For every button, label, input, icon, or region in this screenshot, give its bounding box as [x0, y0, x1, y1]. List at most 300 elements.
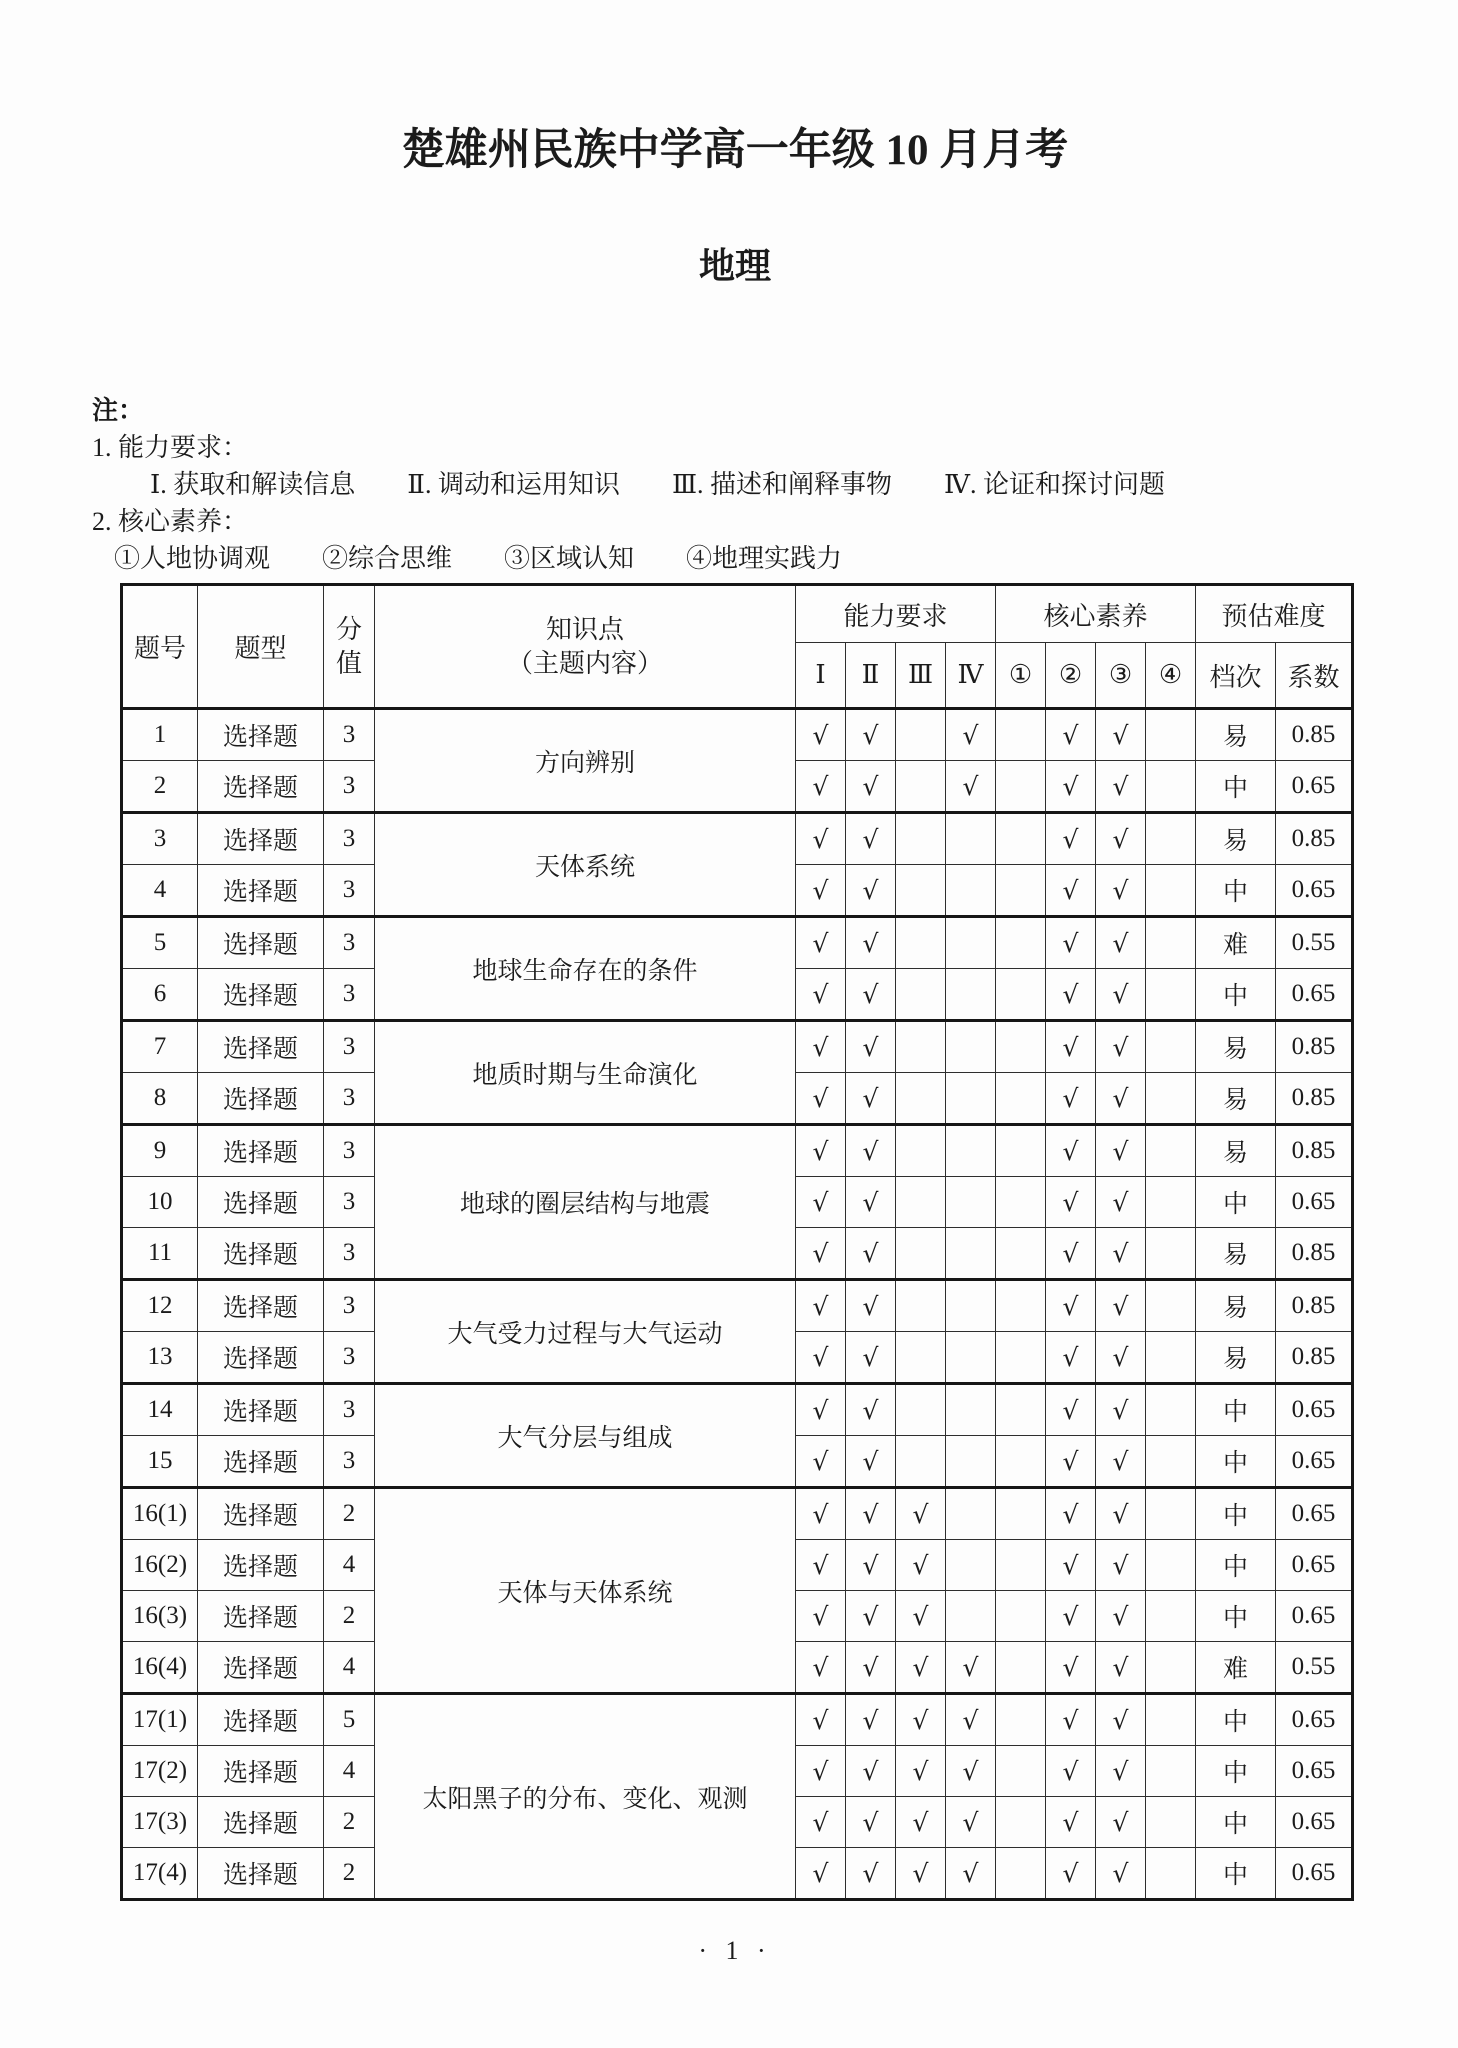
cell-ability-check-3: [896, 969, 946, 1021]
cell-difficulty-level: 易: [1196, 1332, 1276, 1384]
cell-ability-check-3: √: [896, 1540, 946, 1591]
cell-difficulty-level: 难: [1196, 917, 1276, 969]
cell-difficulty-level: 中: [1196, 969, 1276, 1021]
cell-literacy-check-3: √: [1096, 1280, 1146, 1332]
cell-ability-check-1: √: [796, 1694, 846, 1746]
cell-ability-check-2: √: [846, 917, 896, 969]
cell-question-number: 16(1): [122, 1488, 198, 1540]
cell-literacy-check-4: [1146, 1540, 1196, 1591]
cell-literacy-check-3: √: [1096, 1384, 1146, 1436]
cell-ability-check-3: [896, 813, 946, 865]
cell-ability-check-2: √: [846, 1280, 896, 1332]
cell-literacy-check-4: [1146, 1642, 1196, 1694]
cell-difficulty-level: 中: [1196, 1540, 1276, 1591]
cell-difficulty-level: 中: [1196, 761, 1276, 813]
cell-score: 3: [324, 1384, 375, 1436]
cell-score: 3: [324, 1332, 375, 1384]
cell-ability-check-2: √: [846, 1694, 896, 1746]
cell-literacy-check-2: √: [1046, 1125, 1096, 1177]
cell-difficulty-coefficient: 0.65: [1276, 969, 1353, 1021]
cell-literacy-check-2: √: [1046, 1591, 1096, 1642]
cell-question-type: 选择题: [198, 1797, 324, 1848]
header-ability-1: Ⅰ: [796, 643, 846, 709]
cell-question-type: 选择题: [198, 709, 324, 761]
cell-literacy-check-1: [996, 1694, 1046, 1746]
cell-ability-check-3: [896, 709, 946, 761]
cell-difficulty-level: 中: [1196, 1436, 1276, 1488]
cell-literacy-check-3: √: [1096, 813, 1146, 865]
header-knowledge-point: [375, 585, 796, 709]
cell-ability-check-3: [896, 1021, 946, 1073]
cell-ability-check-3: [896, 1228, 946, 1280]
cell-ability-check-2: √: [846, 761, 896, 813]
header-literacy-2: ②: [1046, 643, 1096, 709]
table-row: [122, 1694, 1353, 1746]
cell-literacy-check-2: √: [1046, 1280, 1096, 1332]
cell-literacy-check-1: [996, 969, 1046, 1021]
cell-ability-check-4: [946, 1021, 996, 1073]
cell-difficulty-level: 中: [1196, 1797, 1276, 1848]
cell-knowledge-topic: 太阳黑子的分布、变化、观测: [375, 1694, 796, 1900]
cell-difficulty-coefficient: 0.65: [1276, 1694, 1353, 1746]
cell-literacy-check-4: [1146, 1797, 1196, 1848]
cell-ability-check-4: [946, 1280, 996, 1332]
cell-difficulty-level: 中: [1196, 865, 1276, 917]
cell-question-number: 16(2): [122, 1540, 198, 1591]
cell-literacy-check-4: [1146, 1177, 1196, 1228]
cell-ability-check-4: √: [946, 1797, 996, 1848]
cell-literacy-check-2: √: [1046, 1746, 1096, 1797]
cell-difficulty-coefficient: 0.85: [1276, 813, 1353, 865]
cell-difficulty-level: 难: [1196, 1642, 1276, 1694]
cell-question-type: 选择题: [198, 917, 324, 969]
header-ability-group: 能力要求: [796, 585, 996, 643]
cell-difficulty-coefficient: 0.85: [1276, 1280, 1353, 1332]
cell-ability-check-2: √: [846, 865, 896, 917]
cell-question-number: 4: [122, 865, 198, 917]
cell-knowledge-topic: 天体系统: [375, 813, 796, 917]
table-row: [122, 1021, 1353, 1073]
table-row: [122, 1280, 1353, 1332]
cell-ability-check-2: √: [846, 1591, 896, 1642]
cell-knowledge-topic: 大气受力过程与大气运动: [375, 1280, 796, 1384]
cell-question-number: 12: [122, 1280, 198, 1332]
cell-literacy-check-1: [996, 1280, 1046, 1332]
cell-ability-check-1: √: [796, 865, 846, 917]
cell-question-number: 6: [122, 969, 198, 1021]
cell-question-number: 16(4): [122, 1642, 198, 1694]
cell-literacy-check-2: √: [1046, 813, 1096, 865]
cell-literacy-check-1: [996, 761, 1046, 813]
cell-ability-check-1: √: [796, 1488, 846, 1540]
cell-knowledge-topic: 方向辨别: [375, 709, 796, 813]
cell-question-type: 选择题: [198, 865, 324, 917]
cell-ability-check-1: √: [796, 1384, 846, 1436]
cell-literacy-check-3: √: [1096, 1694, 1146, 1746]
cell-ability-check-1: √: [796, 1125, 846, 1177]
cell-ability-check-3: √: [896, 1591, 946, 1642]
cell-ability-check-1: √: [796, 1797, 846, 1848]
cell-question-type: 选择题: [198, 1746, 324, 1797]
cell-literacy-check-4: [1146, 917, 1196, 969]
cell-difficulty-level: 易: [1196, 1280, 1276, 1332]
header-ability-4: Ⅳ: [946, 643, 996, 709]
cell-ability-check-2: √: [846, 1848, 896, 1900]
cell-difficulty-coefficient: 0.85: [1276, 1073, 1353, 1125]
cell-question-type: 选择题: [198, 761, 324, 813]
cell-question-number: 10: [122, 1177, 198, 1228]
cell-ability-check-1: √: [796, 1228, 846, 1280]
cell-ability-check-4: [946, 1436, 996, 1488]
cell-ability-check-1: √: [796, 1848, 846, 1900]
page-subject: 地理: [698, 246, 771, 286]
cell-literacy-check-2: √: [1046, 709, 1096, 761]
table-body: [122, 709, 1353, 1900]
cell-ability-check-3: [896, 917, 946, 969]
cell-literacy-check-2: √: [1046, 761, 1096, 813]
cell-literacy-check-2: √: [1046, 1332, 1096, 1384]
header-ability-2: Ⅱ: [846, 643, 896, 709]
cell-ability-check-4: [946, 1125, 996, 1177]
cell-difficulty-coefficient: 0.55: [1276, 1642, 1353, 1694]
cell-ability-check-1: √: [796, 969, 846, 1021]
cell-literacy-check-2: √: [1046, 1694, 1096, 1746]
cell-score: 2: [324, 1848, 375, 1900]
cell-ability-check-1: √: [796, 1021, 846, 1073]
cell-ability-check-1: √: [796, 1540, 846, 1591]
table-header: [122, 585, 1353, 709]
cell-literacy-check-2: √: [1046, 1384, 1096, 1436]
header-knowledge-line1: 知识点: [545, 614, 624, 644]
cell-literacy-check-1: [996, 1125, 1046, 1177]
cell-question-type: 选择题: [198, 1332, 324, 1384]
cell-ability-check-1: √: [796, 1746, 846, 1797]
cell-difficulty-coefficient: 0.85: [1276, 1228, 1353, 1280]
cell-literacy-check-3: √: [1096, 1177, 1146, 1228]
table-row: [122, 1488, 1353, 1540]
header-score-line1: 分: [335, 614, 362, 644]
cell-question-number: 1: [122, 709, 198, 761]
cell-ability-check-2: √: [846, 1797, 896, 1848]
cell-ability-check-2: √: [846, 1642, 896, 1694]
cell-difficulty-level: 易: [1196, 1021, 1276, 1073]
cell-ability-check-3: √: [896, 1642, 946, 1694]
cell-difficulty-coefficient: 0.65: [1276, 1591, 1353, 1642]
cell-ability-check-4: √: [946, 709, 996, 761]
cell-literacy-check-1: [996, 865, 1046, 917]
header-knowledge-line2: （主题内容）: [506, 648, 663, 678]
cell-difficulty-level: 中: [1196, 1177, 1276, 1228]
cell-ability-check-2: √: [846, 1073, 896, 1125]
cell-ability-check-3: [896, 1436, 946, 1488]
cell-question-type: 选择题: [198, 813, 324, 865]
cell-difficulty-level: 易: [1196, 813, 1276, 865]
cell-score: 3: [324, 761, 375, 813]
cell-ability-check-4: [946, 1177, 996, 1228]
cell-question-number: 8: [122, 1073, 198, 1125]
header-score-line2: 值: [335, 648, 362, 678]
page-title: 楚雄州民族中学高一年级 10 月月考: [401, 127, 1069, 174]
cell-ability-check-4: √: [946, 1848, 996, 1900]
cell-literacy-check-3: √: [1096, 1228, 1146, 1280]
cell-literacy-check-2: √: [1046, 1021, 1096, 1073]
cell-literacy-check-4: [1146, 813, 1196, 865]
cell-ability-check-2: √: [846, 1540, 896, 1591]
cell-literacy-check-4: [1146, 1280, 1196, 1332]
cell-question-type: 选择题: [198, 1694, 324, 1746]
cell-literacy-check-3: √: [1096, 1021, 1146, 1073]
header-literacy-group: 核心素养: [996, 585, 1196, 643]
cell-ability-check-3: [896, 1177, 946, 1228]
table-row: [122, 813, 1353, 865]
cell-score: 2: [324, 1591, 375, 1642]
page-number: · 1 ·: [698, 1936, 772, 1965]
cell-question-type: 选择题: [198, 1436, 324, 1488]
cell-literacy-check-4: [1146, 761, 1196, 813]
cell-ability-check-4: [946, 813, 996, 865]
cell-literacy-check-1: [996, 709, 1046, 761]
cell-difficulty-level: 中: [1196, 1488, 1276, 1540]
cell-score: 3: [324, 865, 375, 917]
cell-literacy-check-1: [996, 1177, 1046, 1228]
cell-literacy-check-4: [1146, 1228, 1196, 1280]
cell-ability-check-4: √: [946, 761, 996, 813]
header-difficulty-group: 预估难度: [1196, 585, 1353, 643]
cell-question-number: 17(4): [122, 1848, 198, 1900]
cell-ability-check-2: √: [846, 709, 896, 761]
cell-ability-check-2: √: [846, 1488, 896, 1540]
cell-score: 3: [324, 1125, 375, 1177]
cell-ability-check-4: [946, 865, 996, 917]
cell-literacy-check-3: √: [1096, 917, 1146, 969]
cell-literacy-check-3: √: [1096, 865, 1146, 917]
cell-score: 3: [324, 1436, 375, 1488]
cell-question-number: 17(3): [122, 1797, 198, 1848]
cell-literacy-check-4: [1146, 1488, 1196, 1540]
cell-literacy-check-2: √: [1046, 1177, 1096, 1228]
cell-difficulty-coefficient: 0.65: [1276, 1384, 1353, 1436]
cell-ability-check-2: √: [846, 1021, 896, 1073]
cell-ability-check-2: √: [846, 1436, 896, 1488]
cell-literacy-check-1: [996, 1797, 1046, 1848]
cell-difficulty-coefficient: 0.65: [1276, 1848, 1353, 1900]
cell-literacy-check-2: √: [1046, 1436, 1096, 1488]
cell-question-type: 选择题: [198, 1540, 324, 1591]
cell-question-type: 选择题: [198, 1073, 324, 1125]
cell-question-number: 2: [122, 761, 198, 813]
cell-ability-check-2: √: [846, 969, 896, 1021]
header-score: [324, 585, 375, 709]
cell-ability-check-1: √: [796, 761, 846, 813]
cell-literacy-check-1: [996, 1384, 1046, 1436]
header-ability-3: Ⅲ: [896, 643, 946, 709]
cell-difficulty-level: 中: [1196, 1746, 1276, 1797]
cell-ability-check-4: [946, 1332, 996, 1384]
cell-knowledge-topic: 地球的圈层结构与地震: [375, 1125, 796, 1280]
cell-difficulty-coefficient: 0.65: [1276, 1540, 1353, 1591]
cell-ability-check-2: √: [846, 1228, 896, 1280]
cell-knowledge-topic: 大气分层与组成: [375, 1384, 796, 1488]
cell-ability-check-2: √: [846, 813, 896, 865]
cell-literacy-check-3: √: [1096, 1540, 1146, 1591]
cell-literacy-check-2: √: [1046, 1642, 1096, 1694]
cell-question-number: 13: [122, 1332, 198, 1384]
cell-score: 2: [324, 1488, 375, 1540]
cell-question-type: 选择题: [198, 1177, 324, 1228]
cell-score: 2: [324, 1797, 375, 1848]
cell-score: 3: [324, 1021, 375, 1073]
cell-literacy-check-1: [996, 1642, 1046, 1694]
cell-ability-check-1: √: [796, 1332, 846, 1384]
cell-literacy-check-3: √: [1096, 969, 1146, 1021]
header-literacy-1: ①: [996, 643, 1046, 709]
cell-ability-check-4: [946, 969, 996, 1021]
cell-difficulty-coefficient: 0.85: [1276, 1125, 1353, 1177]
cell-knowledge-topic: 地质时期与生命演化: [375, 1021, 796, 1125]
cell-ability-check-1: √: [796, 709, 846, 761]
cell-score: 3: [324, 1280, 375, 1332]
cell-literacy-check-4: [1146, 1021, 1196, 1073]
cell-difficulty-level: 中: [1196, 1694, 1276, 1746]
cell-ability-check-4: [946, 1591, 996, 1642]
cell-literacy-check-4: [1146, 1125, 1196, 1177]
cell-difficulty-level: 中: [1196, 1848, 1276, 1900]
cell-difficulty-coefficient: 0.65: [1276, 1177, 1353, 1228]
note-literacy-label: 2. 核心素养：: [92, 507, 249, 536]
cell-ability-check-4: [946, 1540, 996, 1591]
cell-score: 3: [324, 1177, 375, 1228]
cell-question-type: 选择题: [198, 1384, 324, 1436]
cell-ability-check-1: √: [796, 1177, 846, 1228]
cell-literacy-check-2: √: [1046, 917, 1096, 969]
cell-literacy-check-2: √: [1046, 1848, 1096, 1900]
cell-literacy-check-3: √: [1096, 1746, 1146, 1797]
cell-ability-check-4: [946, 1384, 996, 1436]
cell-literacy-check-4: [1146, 1436, 1196, 1488]
cell-literacy-check-3: √: [1096, 1332, 1146, 1384]
cell-ability-check-2: √: [846, 1384, 896, 1436]
cell-difficulty-level: 易: [1196, 1073, 1276, 1125]
cell-literacy-check-3: √: [1096, 1073, 1146, 1125]
cell-difficulty-coefficient: 0.85: [1276, 1332, 1353, 1384]
cell-literacy-check-1: [996, 813, 1046, 865]
header-difficulty-coefficient: 系数: [1276, 643, 1353, 709]
cell-ability-check-3: √: [896, 1488, 946, 1540]
cell-score: 3: [324, 1073, 375, 1125]
cell-ability-check-4: √: [946, 1642, 996, 1694]
cell-literacy-check-1: [996, 1746, 1046, 1797]
cell-question-number: 15: [122, 1436, 198, 1488]
header-question-no: 题号: [122, 585, 198, 709]
note-ability-label: 1. 能力要求：: [92, 433, 249, 462]
table-row: [122, 709, 1353, 761]
cell-literacy-check-2: √: [1046, 1797, 1096, 1848]
cell-ability-check-3: [896, 1280, 946, 1332]
exam-table-wrap: [120, 583, 1354, 1901]
cell-literacy-check-4: [1146, 1073, 1196, 1125]
cell-question-number: 7: [122, 1021, 198, 1073]
cell-difficulty-coefficient: 0.65: [1276, 865, 1353, 917]
cell-difficulty-coefficient: 0.85: [1276, 709, 1353, 761]
cell-question-type: 选择题: [198, 1280, 324, 1332]
cell-literacy-check-1: [996, 1488, 1046, 1540]
cell-question-number: 11: [122, 1228, 198, 1280]
cell-ability-check-1: √: [796, 1073, 846, 1125]
cell-literacy-check-1: [996, 1540, 1046, 1591]
cell-ability-check-3: √: [896, 1848, 946, 1900]
cell-literacy-check-1: [996, 1073, 1046, 1125]
cell-literacy-check-2: √: [1046, 1228, 1096, 1280]
cell-literacy-check-2: √: [1046, 865, 1096, 917]
cell-literacy-check-3: √: [1096, 1488, 1146, 1540]
cell-question-type: 选择题: [198, 1488, 324, 1540]
cell-question-number: 5: [122, 917, 198, 969]
header-literacy-4: ④: [1146, 643, 1196, 709]
cell-ability-check-2: √: [846, 1177, 896, 1228]
cell-ability-check-3: √: [896, 1797, 946, 1848]
cell-difficulty-level: 易: [1196, 1228, 1276, 1280]
note-literacy-detail: ①人地协调观 ②综合思维 ③区域认知 ④地理实践力: [114, 544, 843, 573]
cell-question-number: 9: [122, 1125, 198, 1177]
cell-ability-check-4: [946, 1488, 996, 1540]
cell-literacy-check-2: √: [1046, 1488, 1096, 1540]
cell-question-type: 选择题: [198, 1642, 324, 1694]
cell-ability-check-1: √: [796, 1591, 846, 1642]
cell-ability-check-2: √: [846, 1746, 896, 1797]
note-ability-detail: Ⅰ. 获取和解读信息 Ⅱ. 调动和运用知识 Ⅲ. 描述和阐释事物 Ⅳ. 论证和探讨问题: [150, 470, 1165, 499]
cell-score: 3: [324, 709, 375, 761]
cell-ability-check-2: √: [846, 1125, 896, 1177]
cell-literacy-check-3: √: [1096, 709, 1146, 761]
cell-difficulty-level: 中: [1196, 1384, 1276, 1436]
cell-ability-check-2: √: [846, 1332, 896, 1384]
notes-label: 注：: [92, 396, 145, 425]
cell-score: 4: [324, 1746, 375, 1797]
cell-difficulty-coefficient: 0.65: [1276, 1488, 1353, 1540]
cell-ability-check-3: [896, 761, 946, 813]
cell-literacy-check-2: √: [1046, 1540, 1096, 1591]
table-row: [122, 917, 1353, 969]
cell-literacy-check-3: √: [1096, 761, 1146, 813]
cell-ability-check-3: [896, 1332, 946, 1384]
cell-score: 3: [324, 813, 375, 865]
cell-ability-check-4: √: [946, 1746, 996, 1797]
cell-ability-check-1: √: [796, 1280, 846, 1332]
cell-question-number: 17(2): [122, 1746, 198, 1797]
cell-literacy-check-1: [996, 1228, 1046, 1280]
cell-ability-check-4: [946, 1228, 996, 1280]
cell-difficulty-coefficient: 0.65: [1276, 1746, 1353, 1797]
cell-literacy-check-3: √: [1096, 1591, 1146, 1642]
cell-difficulty-coefficient: 0.65: [1276, 1436, 1353, 1488]
cell-score: 3: [324, 917, 375, 969]
cell-ability-check-1: √: [796, 917, 846, 969]
cell-literacy-check-3: √: [1096, 1436, 1146, 1488]
cell-difficulty-level: 易: [1196, 1125, 1276, 1177]
cell-ability-check-3: [896, 1384, 946, 1436]
cell-difficulty-coefficient: 0.65: [1276, 761, 1353, 813]
table-row: [122, 1384, 1353, 1436]
cell-score: 3: [324, 969, 375, 1021]
cell-literacy-check-3: √: [1096, 1642, 1146, 1694]
cell-literacy-check-1: [996, 1591, 1046, 1642]
header-literacy-3: ③: [1096, 643, 1146, 709]
cell-ability-check-1: √: [796, 813, 846, 865]
cell-literacy-check-4: [1146, 1591, 1196, 1642]
cell-ability-check-4: √: [946, 1694, 996, 1746]
cell-question-type: 选择题: [198, 1021, 324, 1073]
header-difficulty-level: 档次: [1196, 643, 1276, 709]
